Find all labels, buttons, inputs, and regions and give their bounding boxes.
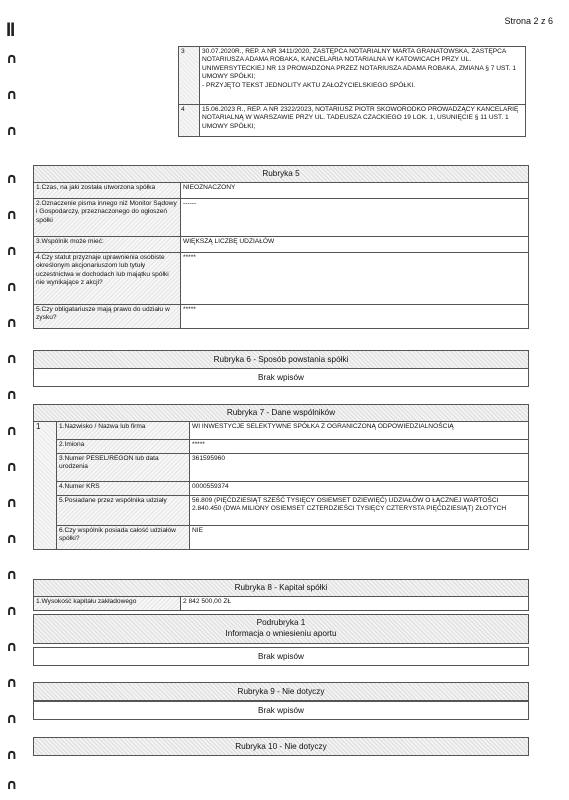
field-label: 5.Czy obligatariusze mają prawo do udziału w zysku? <box>34 305 181 329</box>
field-value: ------ <box>181 199 529 237</box>
binding-mark: ∩ <box>6 351 18 367</box>
field-value: 0000559374 <box>190 482 529 496</box>
podrubryka-title: Podrubryka 1 <box>256 618 306 627</box>
row-text <box>200 47 526 105</box>
field-label: 3.Numer PESEL/REGON lub data urodzenia <box>57 454 190 482</box>
binding-mark: ∩ <box>6 639 18 655</box>
table-row <box>34 496 529 526</box>
binding-mark: ǁ <box>6 21 16 37</box>
rubryka-8-header: Rubryka 8 - Kapitał spółki <box>33 579 529 597</box>
rubryka-7-header: Rubryka 7 - Dane wspólników <box>33 404 529 422</box>
rubryka-9-empty: Brak wpisów <box>33 701 529 720</box>
field-value: ***** <box>181 253 529 305</box>
field-label: 2.Oznaczenie pisma innego niż Monitor Sądowy i Gospodarczy, przeznaczonego do ogłoszeń spółki <box>34 199 181 237</box>
table-row <box>34 422 529 440</box>
field-label: 2.Imiona <box>57 440 190 454</box>
podrubryka-1-header <box>33 614 529 644</box>
table-row <box>34 183 529 199</box>
field-value: ***** <box>190 440 529 454</box>
rubryka-9-header: Rubryka 9 - Nie dotyczy <box>33 682 529 701</box>
history-text: 30.07.2020R., REP. A NR 3411/2020, ZASTĘPCA NOTARIALNY MARTA GRANATOWSKA, ZASTĘPCA NOTARIUSZA ADAMA ROBAKA, KANCELARIA NOTARIALNA W KATOWICACH PRZY UL. UNIWERSYTECKIEJ NR 13 PROWADZONA PRZEZ NOTARIUSZA ADAMA ROBAKA, ZMIANA § 7 UST. 1 UMOWY SPÓŁKI; <box>202 48 516 81</box>
binding-mark: ∩ <box>6 315 18 331</box>
history-text: - PRZYJĘTO TEKST JEDNOLITY AKTU ZAŁOŻYCIELSKIEGO SPÓŁKI. <box>202 81 416 89</box>
row-text: 15.06.2023 R., REP. A NR 2322/2023, NOTARIUSZ PIOTR SKOWORODKO PROWADZĄCY KANCELARIĘ NOTARIALNĄ W WARSZAWIE PRZY UL. TADEUSZA CZACKIEGO 19 LOK. 1, USUNIĘCIE § 11 UST. 1 UMOWY SPÓŁKI; <box>200 105 526 137</box>
binding-mark: ∩ <box>6 243 18 259</box>
field-value: NIE <box>190 526 529 550</box>
binding-mark: ∩ <box>6 459 18 475</box>
table-row <box>34 454 529 482</box>
amendment-history-table <box>178 46 526 137</box>
rubryka-6-header: Rubryka 6 - Sposób powstania spółki <box>33 350 529 369</box>
binding-mark: ∩ <box>6 567 18 583</box>
field-label: 4.Numer KRS <box>57 482 190 496</box>
binding-mark: ∩ <box>6 279 18 295</box>
binding-mark: ∩ <box>6 531 18 547</box>
binding-mark: ∩ <box>6 171 18 187</box>
field-label: 3.Wspólnik może mieć: <box>34 237 181 253</box>
table-row <box>34 526 529 550</box>
table-row <box>34 440 529 454</box>
field-value: ***** <box>181 305 529 329</box>
rubryka-8-table <box>33 596 529 611</box>
table-row <box>34 237 529 253</box>
binding-mark: ∩ <box>6 87 18 103</box>
binding-mark: ∩ <box>6 387 18 403</box>
rubryka-7-table <box>33 421 529 550</box>
field-label: 5.Posiadane przez wspólnika udziały <box>57 496 190 526</box>
binding-mark: ∩ <box>6 207 18 223</box>
podrubryka-1-empty: Brak wpisów <box>33 647 529 666</box>
field-value: 2 842 500,00 ZŁ <box>181 597 529 611</box>
rubryka-10-header: Rubryka 10 - Nie dotyczy <box>33 737 529 756</box>
field-label: 1.Czas, na jaki została utworzona spółka <box>34 183 181 199</box>
binding-mark: ∩ <box>6 603 18 619</box>
table-row <box>34 199 529 237</box>
binding-mark: ∩ <box>6 675 18 691</box>
binding-mark: ∩ <box>6 777 18 793</box>
rubryka-5-table <box>33 182 529 329</box>
field-value: 56.809 (PIĘĆDZIESIĄT SZEŚĆ TYSIĘCY OSIEMSET DZIEWIĘĆ) UDZIAŁÓW O ŁĄCZNEJ WARTOŚCI 2.840.450 (DWA MILIONY OSIEMSET CZTERDZIEŚCI TYSIĘCY CZTERYSTA PIĘĆDZIESIĄT) ZŁOTYCH <box>190 496 529 526</box>
field-value: NIEOZNACZONY <box>181 183 529 199</box>
field-label: 1.Nazwisko / Nazwa lub firma <box>57 422 190 440</box>
shareholder-index: 1 <box>34 422 57 550</box>
podrubryka-subtitle: Informacja o wniesieniu aportu <box>225 629 337 638</box>
field-label: 4.Czy statut przyznaje uprawnienia osobiste określonym akcjonariuszom lub tytuły uczestnictwa w dochodach lub majątku spółki nie wynikające z akcji? <box>34 253 181 305</box>
field-value: 361595960 <box>190 454 529 482</box>
field-label: 6.Czy wspólnik posiada całość udziałów spółki? <box>57 526 190 550</box>
binding-mark: ∩ <box>6 423 18 439</box>
binding-mark: ∩ <box>6 51 18 67</box>
rubryka-5-header: Rubryka 5 <box>33 165 529 183</box>
row-number: 4 <box>179 105 200 137</box>
page-number: Strona 2 z 6 <box>504 16 553 26</box>
table-row <box>34 305 529 329</box>
field-label: 1.Wysokość kapitału zakładowego <box>34 597 181 611</box>
binding-mark: ∩ <box>6 495 18 511</box>
rubryka-6-empty: Brak wpisów <box>33 368 529 387</box>
table-row <box>34 482 529 496</box>
history-row <box>179 47 526 105</box>
history-row <box>179 105 526 137</box>
row-number: 3 <box>179 47 200 105</box>
field-value: WIĘKSZĄ LICZBĘ UDZIAŁÓW <box>181 237 529 253</box>
field-value: WI INWESTYCJE SELEKTYWNE SPÓŁKA Z OGRANICZONĄ ODPOWIEDZIALNOŚCIĄ <box>190 422 529 440</box>
binding-mark: ∩ <box>6 747 18 763</box>
binding-mark: ∩ <box>6 123 18 139</box>
table-row <box>34 597 529 611</box>
table-row <box>34 253 529 305</box>
binding-mark: ∩ <box>6 711 18 727</box>
